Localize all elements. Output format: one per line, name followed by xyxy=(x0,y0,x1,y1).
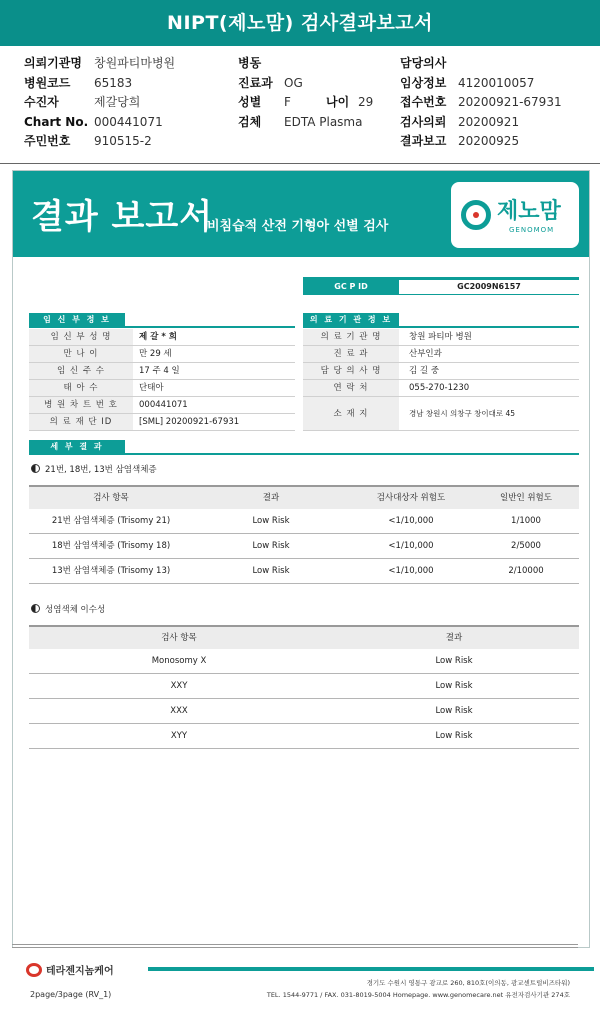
table-cell: 2/5000 xyxy=(511,541,541,551)
info-value: EDTA Plasma xyxy=(284,114,363,129)
age-value: 29 xyxy=(358,95,374,109)
grid-row xyxy=(303,380,579,397)
brand-name: 제노맘 xyxy=(497,199,561,224)
result-report xyxy=(12,170,590,948)
grid-value: 만 29 세 xyxy=(139,349,172,359)
info-label: 성별 xyxy=(238,95,262,109)
info-label: 접수번호 xyxy=(400,95,447,109)
banner-title: 결과 보고서 xyxy=(31,197,214,237)
info-row xyxy=(24,132,175,152)
column-header: 검사 항목 xyxy=(93,493,129,503)
info-row xyxy=(238,93,373,113)
column-header: 결과 xyxy=(445,633,463,643)
table-cell: Low Risk xyxy=(252,566,290,576)
grid-key: 연 락 처 xyxy=(303,380,399,396)
info-row xyxy=(238,113,373,133)
institution-info-grid xyxy=(303,329,579,431)
info-label: 검사의뢰 xyxy=(400,114,447,129)
footer-divider xyxy=(12,947,578,948)
section-line xyxy=(303,326,579,328)
patient-info xyxy=(0,48,600,164)
column-header: 검사대상자 위험도 xyxy=(376,493,446,503)
trisomy-heading xyxy=(31,463,157,475)
table-cell: Low Risk xyxy=(252,541,290,551)
trisomy-table xyxy=(29,485,579,584)
age-label: 나이 xyxy=(326,95,350,109)
info-value: 65183 xyxy=(94,75,133,90)
table-cell: 2/10000 xyxy=(508,566,544,576)
table-cell: Low Risk xyxy=(435,656,473,666)
info-value: 000441071 xyxy=(94,114,163,129)
info-row xyxy=(238,54,373,74)
table-cell: Low Risk xyxy=(435,681,473,691)
brand-subname: GENOMOM xyxy=(509,226,555,234)
info-row xyxy=(238,74,373,94)
grid-row xyxy=(303,346,579,363)
section-institution-tag: 의 료 기 관 정 보 xyxy=(303,313,399,327)
table-cell: XYY xyxy=(170,731,188,741)
info-value: 제갈당희 xyxy=(94,95,141,109)
table-cell: 18번 삼염색체증 (Trisomy 18) xyxy=(51,541,171,551)
half-circle-icon xyxy=(31,464,40,473)
gcpid-value: GC2009N6157 xyxy=(457,282,521,291)
info-label: 의뢰기관명 xyxy=(24,56,82,70)
grid-key: 진 료 과 xyxy=(303,346,399,362)
info-col-2 xyxy=(238,54,373,132)
table-row xyxy=(29,674,579,699)
table-row xyxy=(29,534,579,559)
table-cell: <1/10,000 xyxy=(388,541,434,551)
grid-row xyxy=(29,346,295,363)
grid-row xyxy=(29,397,295,414)
info-label: 결과보고 xyxy=(400,134,447,148)
grid-value: 055-270-1230 xyxy=(409,383,470,393)
genomom-logo xyxy=(451,182,579,248)
table-cell: XXY xyxy=(170,681,188,691)
section-line xyxy=(29,453,579,455)
info-row xyxy=(24,93,175,113)
info-value: 창원파티마병원 xyxy=(94,56,176,70)
table-row xyxy=(29,724,579,749)
company-logo-icon xyxy=(26,963,42,977)
grid-value: 단태아 xyxy=(139,383,164,393)
sex-chromosome-heading xyxy=(31,603,105,615)
info-row xyxy=(400,132,562,152)
grid-value: 김 길 중 xyxy=(409,366,440,376)
footer-bar xyxy=(148,967,594,971)
report-title: NIPT(제노맘) 검사결과보고서 xyxy=(0,0,600,46)
trisomy-heading-text: 21번, 18번, 13번 삼염색체증 xyxy=(45,465,157,475)
info-label: 병원코드 xyxy=(24,75,71,90)
info-row xyxy=(400,74,562,94)
section-pregnant-tag: 임 신 부 정 보 xyxy=(29,313,125,327)
table-cell: Low Risk xyxy=(252,516,290,526)
grid-row xyxy=(303,397,579,431)
grid-key: 의 료 기 관 명 xyxy=(303,329,399,345)
report-banner xyxy=(13,171,589,257)
info-value: 4120010057 xyxy=(458,75,535,90)
genomom-logo-icon xyxy=(461,200,491,230)
table-cell: Monosomy X xyxy=(151,656,207,666)
info-col-3 xyxy=(400,54,562,152)
grid-row xyxy=(29,329,295,346)
grid-value: 창원 파티마 병원 xyxy=(409,332,472,342)
table-cell: 21번 삼염색체증 (Trisomy 21) xyxy=(51,516,171,526)
grid-key: 의 료 재 단 ID xyxy=(29,414,133,430)
info-label: 담당의사 xyxy=(400,56,447,70)
info-label: 임상정보 xyxy=(400,75,447,90)
table-cell: 13번 삼염색체증 (Trisomy 13) xyxy=(51,566,171,576)
section-detail-tag: 세 부 결 과 xyxy=(29,440,125,454)
table-row xyxy=(29,649,579,674)
sex-chromosome-table xyxy=(29,625,579,749)
grid-value: 000441071 xyxy=(139,400,188,410)
grid-key: 임 신 부 성 명 xyxy=(29,329,133,345)
info-row xyxy=(400,93,562,113)
grid-key: 병 원 차 트 번 호 xyxy=(29,397,133,413)
banner-subtitle: 비침습적 산전 기형아 선별 검사 xyxy=(207,219,389,234)
grid-row xyxy=(29,380,295,397)
gcpid-bar xyxy=(303,277,579,295)
table-cell: Low Risk xyxy=(435,706,473,716)
info-row xyxy=(400,54,562,74)
info-label: 주민번호 xyxy=(24,134,71,148)
info-value: 20200925 xyxy=(458,134,520,148)
info-row xyxy=(400,113,562,133)
grid-value: 산부인과 xyxy=(409,349,442,359)
grid-value: 제 갈 * 희 xyxy=(139,332,177,342)
grid-row xyxy=(303,363,579,380)
column-header: 일반인 위험도 xyxy=(500,493,552,503)
grid-key: 만 나 이 xyxy=(29,346,133,362)
table-cell: <1/10,000 xyxy=(388,566,434,576)
grid-value: [SML] 20200921-67931 xyxy=(139,417,240,427)
table-row xyxy=(29,559,579,584)
table-cell: <1/10,000 xyxy=(388,516,434,526)
company-logo xyxy=(26,962,114,978)
info-value: 20200921-67931 xyxy=(458,95,562,109)
info-label: Chart No. xyxy=(24,114,89,129)
grid-key: 소 재 지 xyxy=(303,397,399,430)
column-header: 결과 xyxy=(262,493,280,503)
info-value: 20200921 xyxy=(458,114,520,129)
table-header xyxy=(29,625,579,649)
grid-key: 임 신 주 수 xyxy=(29,363,133,379)
table-row xyxy=(29,509,579,534)
table-cell: Low Risk xyxy=(435,731,473,741)
info-row xyxy=(24,54,175,74)
grid-row xyxy=(303,329,579,346)
info-col-1 xyxy=(24,54,175,152)
info-value: 910515-2 xyxy=(94,134,152,148)
info-value: F xyxy=(284,95,291,109)
table-row xyxy=(29,699,579,724)
half-circle-icon xyxy=(31,604,40,613)
info-label: 진료과 xyxy=(238,75,273,90)
company-contact: TEL. 1544-9771 / FAX. 031-8019-5004 Homepage. www.genomecare.net 유전자검사기관 274호 xyxy=(266,991,570,999)
column-header: 검사 항목 xyxy=(161,633,197,643)
section-line xyxy=(29,326,295,328)
page-indicator: 2page/3page (RV_1) xyxy=(30,990,112,999)
grid-key: 담 당 의 사 명 xyxy=(303,363,399,379)
grid-value: 경남 창원시 의창구 창이대로 45 xyxy=(409,409,516,418)
company-name: 테라젠지놈케어 xyxy=(46,966,114,977)
info-row xyxy=(24,74,175,94)
info-value: OG xyxy=(284,75,303,90)
table-header xyxy=(29,485,579,509)
company-address: 경기도 수원시 영통구 광교로 260, 810호(이의동, 광교센트럴비즈타워) xyxy=(366,979,570,987)
footer-divider xyxy=(12,944,578,945)
table-cell: XXX xyxy=(170,706,188,716)
sex-chromosome-heading-text: 성염색체 이수성 xyxy=(45,605,106,615)
grid-key: 태 아 수 xyxy=(29,380,133,396)
info-label: 검체 xyxy=(238,114,262,129)
info-label: 병동 xyxy=(238,56,262,70)
grid-row xyxy=(29,363,295,380)
table-cell: 1/1000 xyxy=(511,516,541,526)
gcpid-label: GC P ID xyxy=(303,280,399,294)
grid-row xyxy=(29,414,295,431)
pregnant-info-grid xyxy=(29,329,295,431)
info-row xyxy=(24,113,175,133)
grid-value: 17 주 4 일 xyxy=(139,366,180,376)
info-label: 수진자 xyxy=(24,95,59,109)
